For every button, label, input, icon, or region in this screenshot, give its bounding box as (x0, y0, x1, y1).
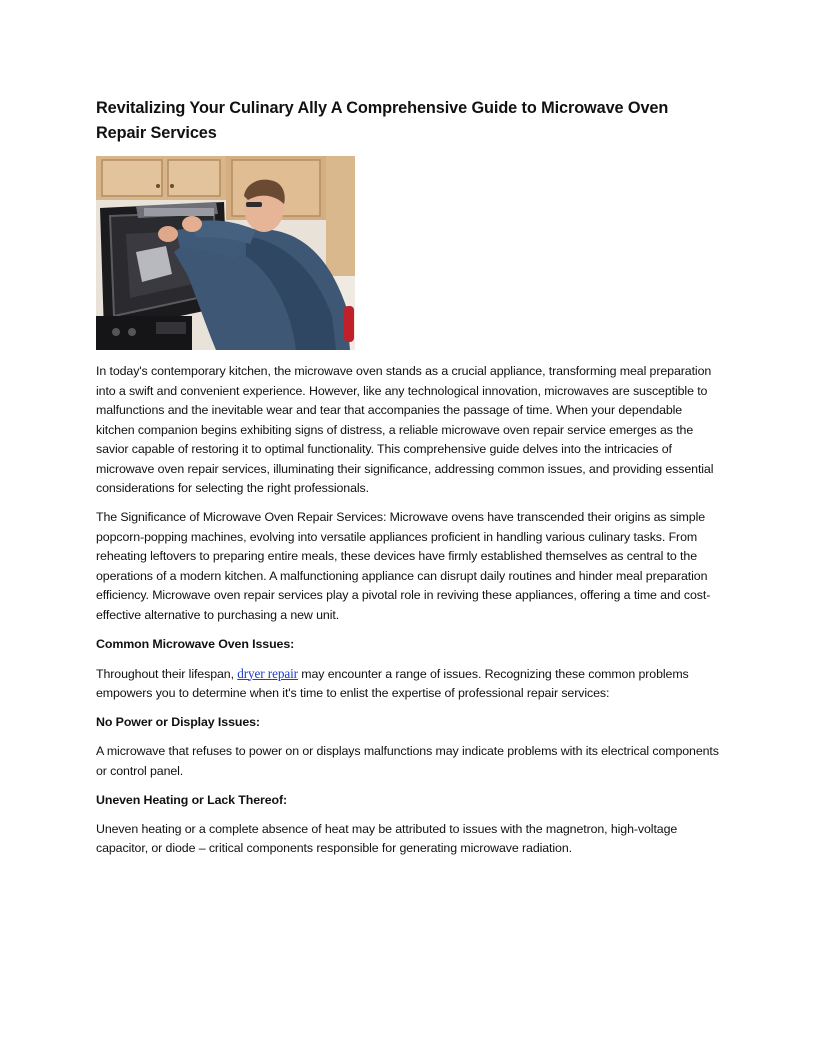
no-power-paragraph: A microwave that refuses to power on or displays malfunctions may indicate problems with its electrical components or control panel. (96, 744, 719, 778)
significance-paragraph: The Significance of Microwave Oven Repair Services: Microwave ovens have transcended their origins as simple popcorn-popping machines, evolving into versatile appliances proficient in handling various culinary tasks. From reheating leftovers to preparing entire meals, these devices have firmly established themselves as central to the operations of a modern kitchen. A malfunctioning appliance can disrupt daily routines and hinder meal preparation efficiency. Microwave oven repair services play a pivotal role in reviving these appliances, offering a time and cost-effective alternative to purchasing a new unit. (96, 510, 711, 622)
dryer-repair-link[interactable]: dryer repair (237, 665, 298, 681)
page-title: Revitalizing Your Culinary Ally A Comprehensive Guide to Microwave Oven Repair Services (96, 99, 669, 142)
microwave-repair-photo (96, 156, 355, 350)
intro-paragraph: In today's contemporary kitchen, the microwave oven stands as a crucial appliance, transforming meal preparation into a swift and convenient experience. However, like any technological innovation, microwaves are susceptible to malfunctions and the inevitable wear and tear that accompanies the passage of time. When your dependable kitchen companion begins exhibiting signs of distress, a reliable microwave oven repair service emerges as the savior capable of restoring it to optimal functionality. This comprehensive guide delves into the intricacies of microwave oven repair services, illuminating their significance, addressing common issues, and providing essential considerations for selecting the right professionals. (96, 364, 714, 495)
uneven-heating-paragraph: Uneven heating or a complete absence of heat may be attributed to issues with the magnetron, high-voltage capacitor, or diode – critical components responsible for generating microwave radiation. (96, 821, 678, 855)
no-power-heading: No Power or Display Issues: (96, 715, 260, 729)
lifespan-paragraph (96, 664, 720, 704)
document-page (96, 96, 720, 859)
lifespan-text-before: Throughout their lifespan, (96, 666, 238, 681)
common-issues-heading: Common Microwave Oven Issues: (96, 636, 295, 651)
lifespan-text-after: may encounter a range of issues. Recognizing these common problems empowers you to determine when it's time to enlist the expertise of professional repair services: (96, 666, 689, 700)
uneven-heating-heading: Uneven Heating or Lack Thereof: (96, 792, 288, 807)
